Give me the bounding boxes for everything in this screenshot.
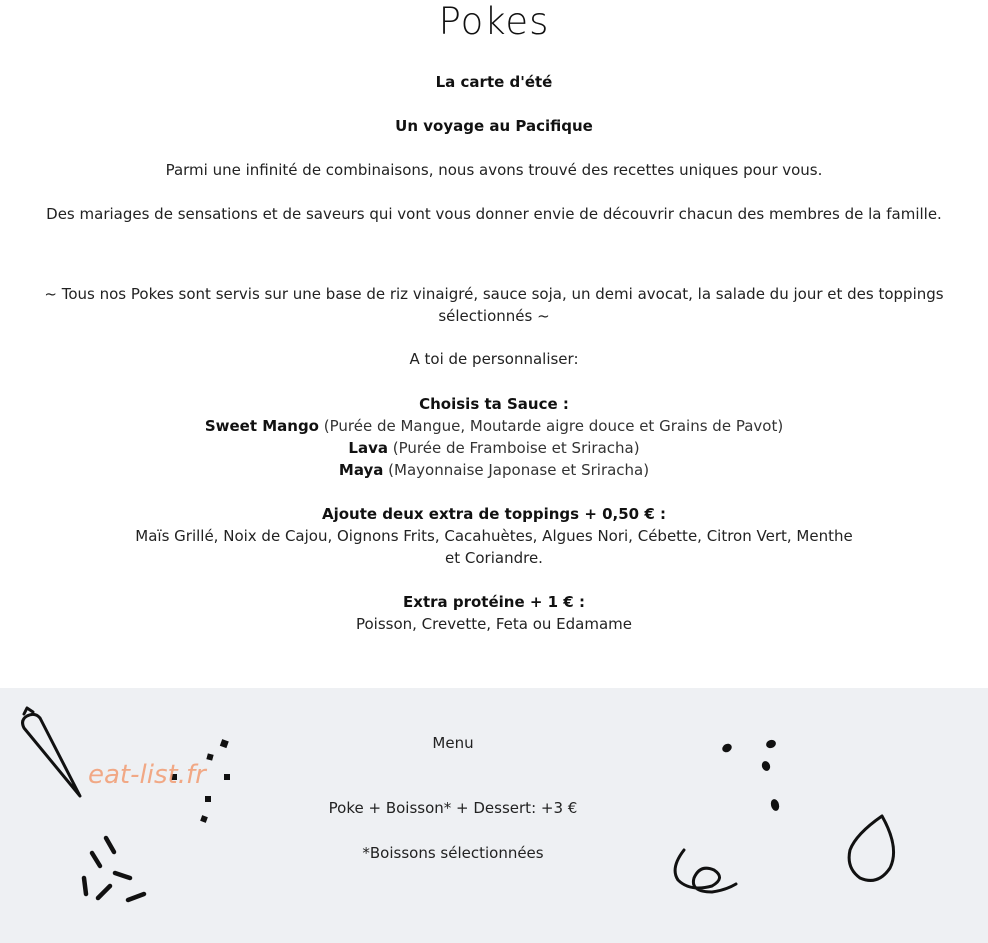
- tagline: Un voyage au Pacifique: [395, 117, 593, 135]
- sauce-name: Sweet Mango: [204, 417, 319, 435]
- sauce-item: [0, 415, 988, 437]
- protein-list: Poisson, Crevette, Feta ou Edamame: [355, 615, 633, 633]
- toppings-list-line-2: et Coriandre.: [445, 549, 543, 567]
- intro-paragraph-2: Des mariages de sensations et de saveurs qui vont vous donner envie de découvrir chacun des membres de la famille.: [46, 205, 942, 223]
- footer-menu-label: Menu: [432, 734, 474, 752]
- sauce-description: (Purée de Mangue, Moutarde aigre douce et Grains de Pavot): [318, 417, 784, 435]
- sauce-name: Maya: [338, 461, 384, 479]
- sauce-heading: Choisis ta Sauce :: [419, 395, 569, 413]
- footer-note: *Boissons sélectionnées: [362, 844, 544, 862]
- sprinkle-lines-icon: [84, 838, 144, 900]
- customize-label: A toi de personnaliser:: [409, 350, 579, 368]
- cone-doodle-icon: [23, 708, 80, 796]
- squiggle-doodle-icon: [675, 850, 736, 892]
- toppings-list-line-1: Maïs Grillé, Noix de Cajou, Oignons Frits, Cacahuètes, Algues Nori, Cébette, Citron Vert, Menthe: [135, 527, 853, 545]
- toppings-heading: Ajoute deux extra de toppings + 0,50 € :: [321, 505, 667, 523]
- seed-dots-icon: [721, 739, 781, 812]
- footer-combo-offer: Poke + Boisson* + Dessert: +3 €: [328, 799, 578, 817]
- base-note-line-2: sélectionnés ~: [438, 307, 550, 325]
- page-title: Pokes: [438, 0, 550, 43]
- footer-section: [0, 688, 988, 943]
- sauce-item: [0, 459, 988, 481]
- watermark-logo: eat-list.fr: [88, 760, 206, 790]
- drop-doodle-icon: [849, 816, 893, 880]
- sauce-description: (Purée de Framboise et Sriracha): [388, 439, 640, 457]
- sauce-name: Lava: [348, 439, 388, 457]
- intro-paragraph-1: Parmi une infinité de combinaisons, nous avons trouvé des recettes uniques pour vous.: [165, 161, 823, 179]
- sauce-description: (Mayonnaise Japonase et Sriracha): [383, 461, 650, 479]
- protein-heading: Extra protéine + 1 € :: [403, 593, 585, 611]
- subtitle: La carte d'été: [435, 73, 553, 91]
- sauce-item: [0, 437, 988, 459]
- base-note-line-1: ~ Tous nos Pokes sont servis sur une base de riz vinaigré, sauce soja, un demi avocat, la salade du jour et des toppings: [44, 285, 944, 303]
